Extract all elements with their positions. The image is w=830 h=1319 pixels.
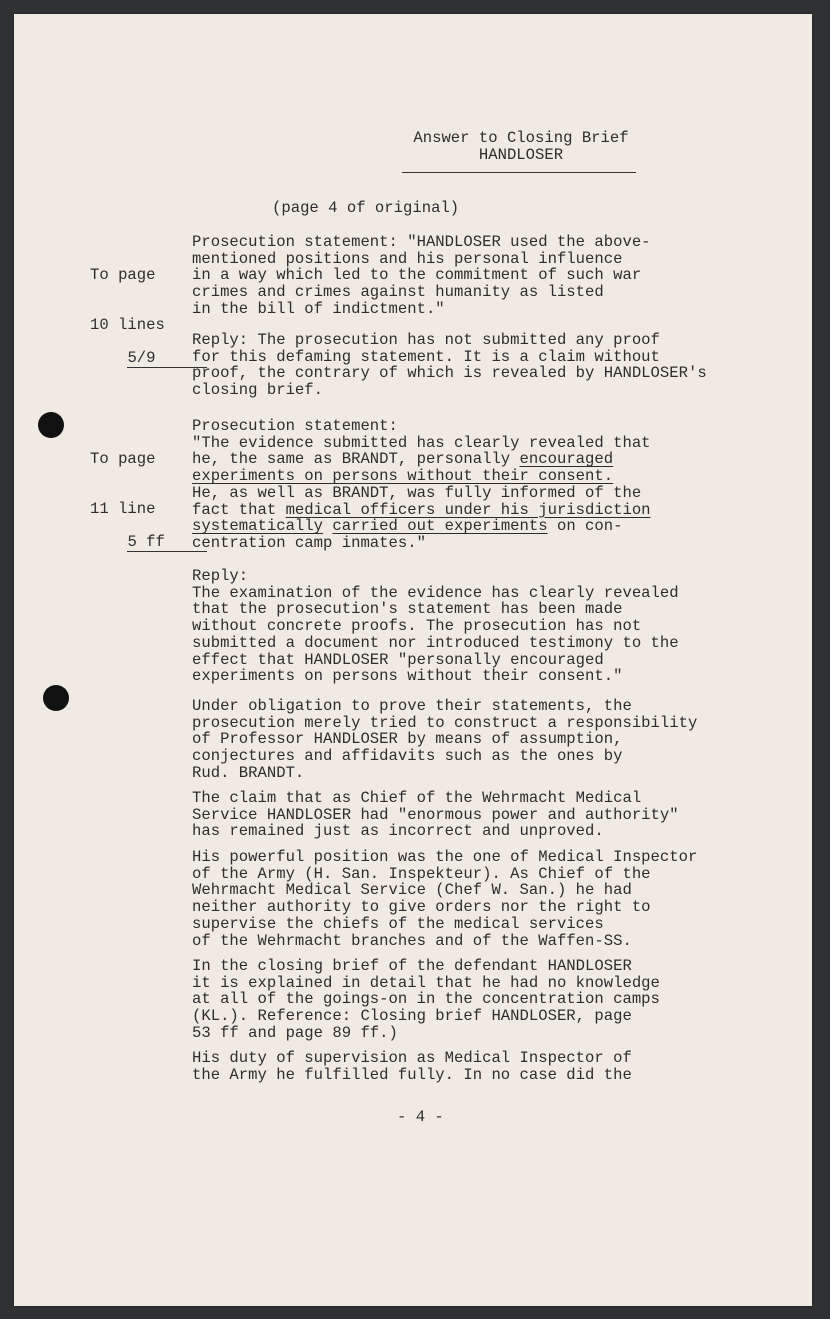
document-page [14, 14, 812, 1306]
margin-note-2-line3: 5 ff [127, 534, 207, 552]
paragraph-4 [192, 790, 679, 840]
margin-note-1 [90, 234, 207, 384]
text-line: The examination of the evidence has clearly revealed [192, 583, 679, 602]
text-line: Service HANDLOSER had "enormous power and authority" [192, 805, 679, 824]
margin-note-2-line2: 11 line [90, 499, 156, 518]
text-line: "The evidence submitted has clearly revealed that [192, 433, 651, 452]
prosecution-statement-1 [192, 234, 651, 318]
margin-note-2-line1: To page [90, 450, 156, 469]
text-line [192, 468, 651, 485]
text-line: His powerful position was the one of Medical Inspector [192, 848, 698, 866]
text-line: crimes and crimes against humanity as listed [192, 283, 604, 302]
header-rule [402, 172, 636, 173]
header [404, 130, 638, 164]
text-line: in the bill of indictment." [192, 299, 445, 318]
text-line: at all of the goings-on in the concentration camps [192, 990, 660, 1009]
text-line: for this defaming statement. It is a claim without [192, 347, 660, 366]
text-line: Wehrmacht Medical Service (Chef W. San.) he had [192, 881, 632, 900]
margin-note-1-line3: 5/9 [127, 350, 207, 368]
text-line: proof, the contrary of which is revealed by HANDLOSER's [192, 364, 707, 383]
margin-note-2 [90, 418, 207, 568]
underlined-text: encouraged [519, 450, 614, 469]
underlined-text: systematically [192, 517, 324, 536]
punch-hole-top [38, 412, 64, 438]
paragraph-3 [192, 698, 697, 782]
text-line: conjectures and affidavits such as the ones by [192, 747, 623, 766]
paragraph-7 [192, 1050, 632, 1083]
text-line: He, as well as BRANDT, was fully informed of the [192, 483, 642, 502]
paragraph-6 [192, 958, 660, 1042]
text-line: Reply: The prosecution has not submitted any proof [192, 331, 660, 349]
text-line: of the Army (H. San. Inspekteur). As Chief of the [192, 864, 651, 883]
text-line: 53 ff and page 89 ff.) [192, 1023, 398, 1042]
text-span: fact that [192, 500, 286, 519]
text-line: neither authority to give orders nor the right to [192, 898, 651, 917]
paragraph-5 [192, 849, 697, 949]
underlined-text: carried out experiments [332, 517, 548, 536]
text-line: has remained just as incorrect and unproved. [192, 822, 604, 841]
text-line: His duty of supervision as Medical Inspector of [192, 1049, 632, 1067]
text-line: effect that HANDLOSER "personally encouraged [192, 650, 604, 669]
text-line [192, 518, 651, 535]
text-line: Prosecution statement: [192, 417, 398, 435]
header-title-line1: Answer to Closing Brief [413, 129, 629, 147]
text-line: closing brief. [192, 381, 324, 400]
prosecution-statement-2 [192, 418, 651, 552]
text-line: Prosecution statement: "HANDLOSER used the above- [192, 233, 651, 251]
text-line: prosecution merely tried to construct a responsibility [192, 713, 698, 732]
text-line: that the prosecution's statement has been made [192, 600, 623, 619]
text-line: without concrete proofs. The prosecution has not [192, 617, 642, 636]
text-line: of the Wehrmacht branches and of the Waffen-SS. [192, 931, 632, 950]
text-line: of Professor HANDLOSER by means of assumption, [192, 730, 623, 749]
text-line: mentioned positions and his personal influence [192, 249, 623, 268]
text-span [323, 517, 332, 535]
text-line: Rud. BRANDT. [192, 763, 305, 782]
text-span: on con- [547, 517, 623, 536]
punch-hole-bottom [43, 685, 69, 711]
text-line: in a way which led to the commitment of such war [192, 266, 642, 285]
text-line: (KL.). Reference: Closing brief HANDLOSER, page [192, 1007, 632, 1026]
reply-2 [192, 568, 679, 685]
text-line: In the closing brief of the defendant HANDLOSER [192, 957, 632, 975]
underlined-text: experiments on persons without their consent. [192, 467, 614, 486]
text-line: centration camp inmates." [192, 533, 426, 552]
text-line: supervise the chiefs of the medical services [192, 914, 604, 933]
text-line [192, 451, 651, 468]
margin-note-1-line1: To page [90, 266, 156, 285]
text-line: experiments on persons without their consent." [192, 667, 623, 686]
text-line: submitted a document nor introduced testimony to the [192, 633, 679, 652]
text-line [192, 502, 651, 519]
page-number: - 4 - [397, 1108, 444, 1126]
text-line: Reply: [192, 567, 249, 585]
text-line: the Army he fulfilled fully. In no case did the [192, 1065, 632, 1084]
margin-note-1-line2: 10 lines [90, 315, 165, 334]
text-line: Under obligation to prove their statements, the [192, 697, 632, 715]
underlined-text: medical officers under his jurisdiction [285, 500, 651, 519]
text-line: The claim that as Chief of the Wehrmacht Medical [192, 789, 642, 807]
text-span: he, the same as BRANDT, personally [192, 450, 520, 469]
header-title-line2: HANDLOSER [478, 146, 564, 164]
reply-1 [192, 332, 707, 399]
text-line: it is explained in detail that he had no knowledge [192, 973, 660, 992]
page-reference: (page 4 of original) [272, 199, 460, 217]
